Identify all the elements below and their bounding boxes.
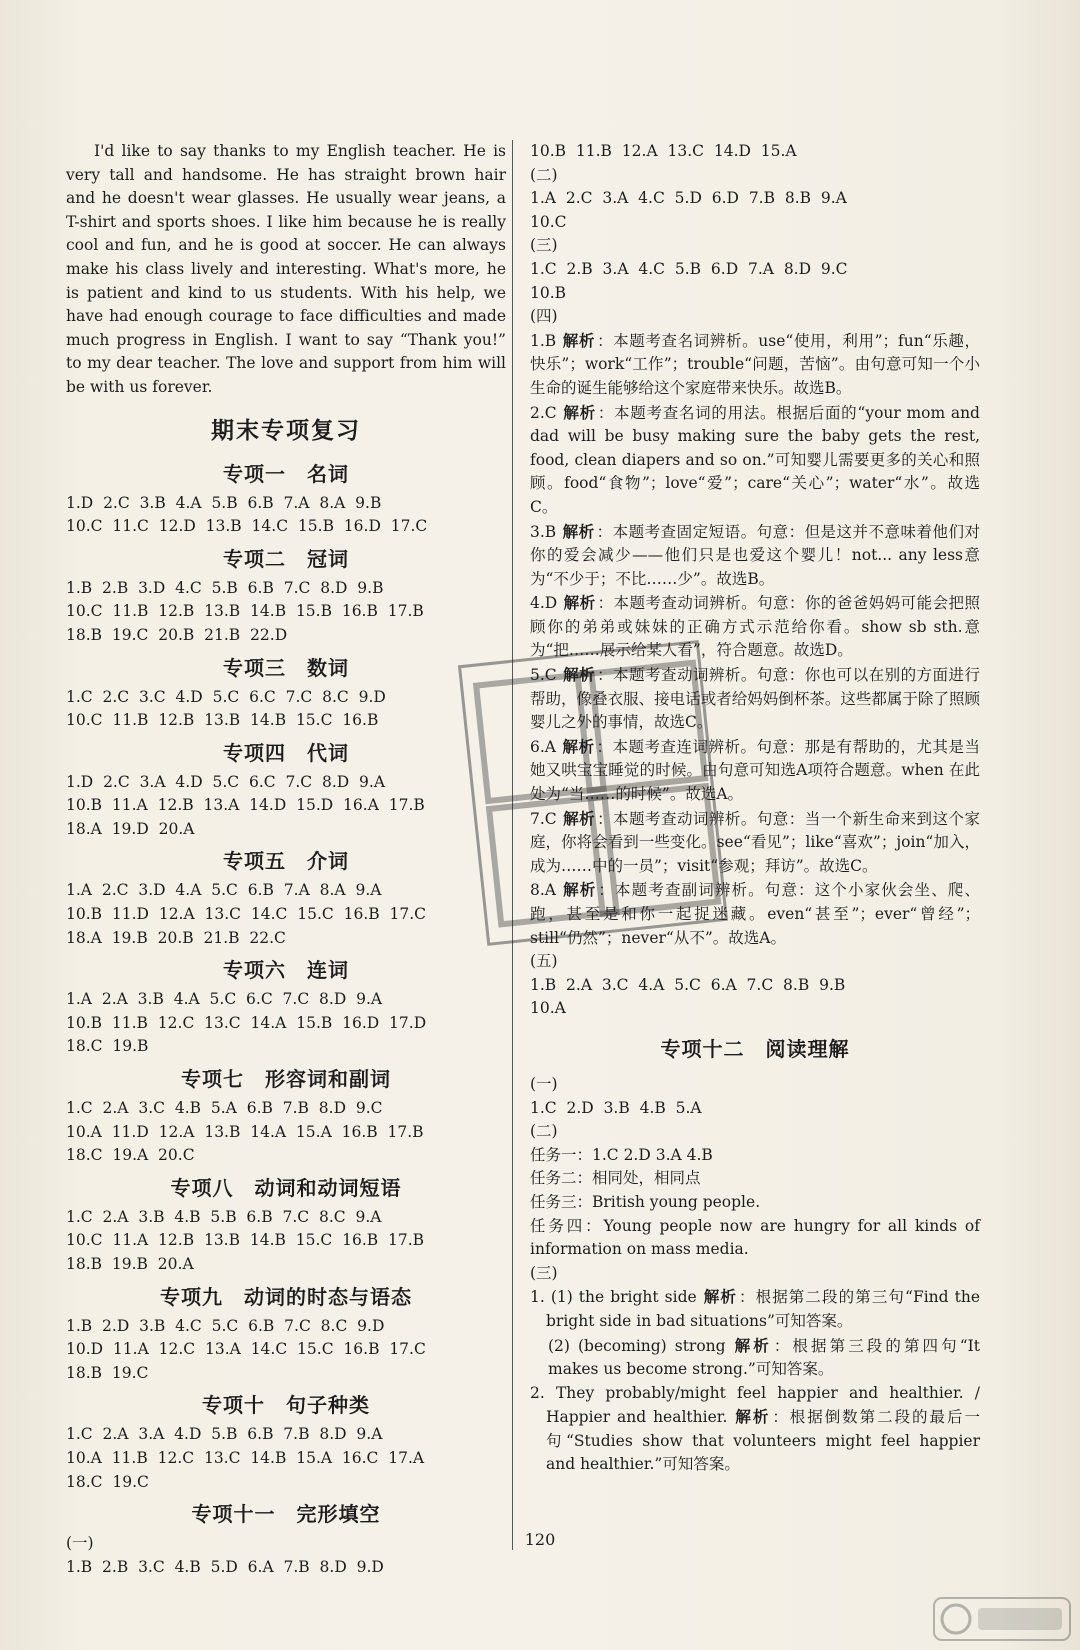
answer-line: 1.B 2.A 3.C 4.A 5.C 6.A 7.C 8.B 9.B xyxy=(530,975,846,994)
reading-answer-item xyxy=(530,1285,980,1333)
analysis-tag: 解析 xyxy=(702,1287,737,1307)
reading-title: 专项十二 阅读理解 xyxy=(660,1036,850,1061)
analysis-tag: 解析 xyxy=(562,808,596,828)
section-title: 专项七 形容词和副词 xyxy=(181,1067,391,1092)
analysis-item xyxy=(530,663,980,735)
answer-label: (2) (becoming) strong xyxy=(548,1336,726,1355)
answer-line: 1.C 2.A 3.B 4.B 5.B 6.B 7.C 8.C 9.A xyxy=(66,1207,382,1226)
analysis-item xyxy=(530,735,980,807)
answer-line: 1.B 2.B 3.C 4.B 5.D 6.A 7.B 8.D 9.D xyxy=(66,1557,384,1576)
task-item: 任务二：相同处，相同点 xyxy=(530,1169,701,1188)
section-title: 专项八 动词和动词短语 xyxy=(170,1175,402,1200)
analysis-text: ：本题考查名词辨析。use“使用，利用”；fun“乐趣，快乐”；work“工作”；trouble“问题，苦恼”。由句意可知一个小生命的诞生能够给这个家庭带来快乐。故选B。 xyxy=(530,331,980,397)
left-column xyxy=(66,140,506,1579)
section-title: 专项九 动词的时态与语态 xyxy=(160,1284,412,1309)
answer-line: 10.A xyxy=(530,999,566,1018)
answer-line: 18.A 19.B 20.B 21.B 22.C xyxy=(66,928,286,947)
analysis-item xyxy=(530,878,980,950)
answer-line: (一) xyxy=(530,1074,558,1093)
answer-line: 10.A 11.D 12.A 13.B 14.A 15.A 16.B 17.B xyxy=(66,1122,424,1141)
main-title: 期末专项复习 xyxy=(211,416,361,444)
analysis-item xyxy=(530,401,980,520)
analysis-text: ：本题考查副词辨析。句意：这个小家伙会坐、爬、跑，甚至是和你一起捉迷藏。even“甚至”；ever“曾经”；still“仍然”；never“从不”。故选A。 xyxy=(530,881,980,947)
section-title: 专项十 句子种类 xyxy=(202,1393,370,1418)
answer-line: 18.B 19.B 20.A xyxy=(66,1255,194,1273)
answer-line: 10.C 11.B 12.B 13.B 14.B 15.C 16.B xyxy=(66,711,379,730)
right-column xyxy=(530,140,980,1477)
answer-line: (二) xyxy=(530,1122,558,1141)
analysis-text: ：本题考查固定短语。句意：但是这并不意味着他们对你的爱会减少——他们只是也爱这个婴儿！not... any less意为“不少于；不比……少”。故选B。 xyxy=(530,522,980,588)
answer-label: 6.A xyxy=(530,737,556,756)
answer-line: (四) xyxy=(530,307,558,326)
answer-line: 1.C 2.A 3.A 4.D 5.B 6.B 7.B 8.D 9.A xyxy=(66,1425,383,1444)
section-five-answers xyxy=(530,950,980,1021)
analysis-list xyxy=(530,329,980,950)
analysis-text: ：本题考查动词辨析。句意：你也可以在别的方面进行帮助，像叠衣服、接电话或者给妈妈倒杯茶。这些都属于除了照顾婴儿之外的事情，故选C。 xyxy=(530,666,980,732)
analysis-text: ：本题考查连词辨析。句意：那是有帮助的，尤其是当她又哄宝宝睡觉的时候。由句意可知选A项符合题意。when 在此处为“当……的时候”。故选A。 xyxy=(530,737,980,804)
answer-line: 1.C 2.B 3.A 4.C 5.B 6.D 7.A 8.D 9.C xyxy=(530,259,848,278)
reading-part-three-answers xyxy=(530,1285,980,1477)
answer-line: 18.B 19.C 20.B 21.B 22.D xyxy=(66,625,288,644)
answer-line: 1.A 2.A 3.B 4.A 5.C 6.C 7.C 8.D 9.A xyxy=(66,990,383,1009)
answer-line: 10.C 11.A 12.B 13.B 14.B 15.C 16.B 17.B xyxy=(66,1231,425,1250)
analysis-tag: 解析 xyxy=(562,330,596,350)
right-top-answers xyxy=(530,140,980,329)
site-logo-icon xyxy=(932,1594,1072,1644)
task-item: 任务四：Young people now are hungry for all kinds of information on mass media. xyxy=(530,1216,980,1259)
analysis-tag: 解析 xyxy=(562,665,596,685)
answer-line: 1.D 2.C 3.A 4.D 5.C 6.C 7.C 8.D 9.A xyxy=(66,772,386,791)
answer-label: 8.A xyxy=(530,881,556,900)
answer-line: (三) xyxy=(530,236,558,255)
answer-label: 1. (1) the bright side xyxy=(530,1288,697,1307)
answer-label: 4.D xyxy=(530,594,558,613)
section-title: 专项三 数词 xyxy=(223,655,349,680)
reading-part-three-label: (三) xyxy=(530,1263,558,1282)
answer-line: (五) xyxy=(530,952,558,971)
answer-line: 10.D 11.A 12.C 13.A 14.C 15.C 16.B 17.C xyxy=(66,1340,426,1359)
answer-line: 1.D 2.C 3.B 4.A 5.B 6.B 7.A 8.A 9.B xyxy=(66,493,382,512)
analysis-text: ：本题考查名词的用法。根据后面的“your mom and dad will be busy making sure the baby gets the rest, food, clean diapers and so on.”可知婴儿需要更多的关心和照顾。food“食物”；love“爱”；care“关心”；water“水”。故选C。 xyxy=(530,403,980,516)
answer-line: 10.B 11.D 12.A 13.C 14.C 15.C 16.B 17.C xyxy=(66,905,427,924)
answer-line: 1.A 2.C 3.D 4.A 5.C 6.B 7.A 8.A 9.A xyxy=(66,881,382,900)
analysis-tag: 解析 xyxy=(733,1407,771,1427)
reading-answer-item xyxy=(530,1382,980,1477)
left-sections xyxy=(66,460,506,1580)
column-divider xyxy=(512,140,513,1550)
answer-line: 1.C 2.C 3.C 4.D 5.C 6.C 7.C 8.C 9.D xyxy=(66,687,386,706)
answer-line: 18.C 19.C xyxy=(66,1472,149,1491)
answer-line: (二) xyxy=(530,165,558,184)
section-title: 专项四 代词 xyxy=(223,740,349,765)
task-item: 任务三：British young people. xyxy=(530,1192,761,1211)
answer-line: 1.B 2.D 3.B 4.C 5.C 6.B 7.C 8.C 9.D xyxy=(66,1316,385,1335)
analysis-tag: 解析 xyxy=(731,1335,772,1355)
answer-line: 10.B 11.B 12.A 13.C 14.D 15.A xyxy=(530,142,797,160)
reading-answers xyxy=(530,1073,980,1144)
answer-line: 1.C 2.A 3.C 4.B 5.A 6.B 7.B 8.D 9.C xyxy=(66,1099,383,1118)
answer-line: 1.A 2.C 3.A 4.C 5.D 6.D 7.B 8.B 9.A xyxy=(530,189,847,208)
answer-label: 7.C xyxy=(530,809,557,828)
answer-line: 10.B xyxy=(530,283,567,302)
answer-label: 5.C xyxy=(530,666,557,685)
analysis-item xyxy=(530,329,980,401)
section-title: 专项十一 完形填空 xyxy=(191,1502,381,1527)
answer-line: 10.C 11.B 12.B 13.B 14.B 15.B 16.B 17.B xyxy=(66,602,424,621)
answer-line: 18.B 19.C xyxy=(66,1363,149,1382)
analysis-item xyxy=(530,520,980,592)
section-title: 专项一 名词 xyxy=(223,461,349,486)
analysis-text: ：根据第二段的第三句“Find the bright side in bad situations”可知答案。 xyxy=(546,1288,980,1330)
analysis-tag: 解析 xyxy=(563,593,596,613)
analysis-text: ：本题考查动词辨析。句意：你的爸爸妈妈可能会把照顾你的弟弟或妹妹的正确方式示范给你看。show sb sth.意为“把……展示给某人看”，符合题意。故选D。 xyxy=(530,594,980,660)
section-title: 专项六 连词 xyxy=(223,958,349,983)
reading-answer-item xyxy=(530,1334,980,1382)
answer-line: 18.C 19.A 20.C xyxy=(66,1146,195,1165)
answer-line: 10.A 11.B 12.C 13.C 14.B 15.A 16.C 17.A xyxy=(66,1448,425,1467)
answer-line: 10.C 11.C 12.D 13.B 14.C 15.B 16.D 17.C xyxy=(66,517,428,536)
analysis-text: ：本题考查动词辨析。句意：当一个新生命来到这个家庭，你将会看到一些变化。see“看见”；like“喜欢”；join“加入，成为……中的一员”；visit“参观；拜访”。故选C。 xyxy=(530,809,980,875)
answer-line: 10.C xyxy=(530,212,567,231)
page-number: 120 xyxy=(524,1530,556,1549)
analysis-tag: 解析 xyxy=(561,736,595,756)
analysis-tag: 解析 xyxy=(561,880,597,900)
answer-line: 1.B 2.B 3.D 4.C 5.B 6.B 7.C 8.D 9.B xyxy=(66,578,384,597)
answer-line: 10.B 11.B 12.C 13.C 14.A 15.B 16.D 17.D xyxy=(66,1013,427,1032)
analysis-item xyxy=(530,591,980,663)
answer-label: 1.B xyxy=(530,331,557,350)
answer-label: 3.B xyxy=(530,522,557,541)
analysis-text: ：根据第三段的第四句“It makes us become strong.”可知答案。 xyxy=(548,1336,980,1379)
answer-line: (一) xyxy=(66,1534,94,1553)
answer-line: 1.C 2.D 3.B 4.B 5.A xyxy=(530,1098,702,1117)
task-list xyxy=(530,1144,980,1262)
section-title: 专项五 介词 xyxy=(223,849,349,874)
analysis-tag: 解析 xyxy=(562,402,596,422)
task-item: 任务一：1.C 2.D 3.A 4.B xyxy=(530,1145,713,1164)
answer-label: 2. They probably/might feel happier and healthier. / Happier and healthier. xyxy=(530,1383,980,1427)
analysis-tag: 解析 xyxy=(562,521,595,541)
analysis-item xyxy=(530,807,980,879)
essay xyxy=(66,140,506,400)
answer-label: 2.C xyxy=(530,403,557,422)
analysis-text: ：根据倒数第二段的最后一句“Studies show that volunteers might feel happier and healthier.”可知答案。 xyxy=(546,1408,980,1474)
answer-line: 10.B 11.A 12.B 13.A 14.D 15.D 16.A 17.B xyxy=(66,796,425,815)
answer-line: 18.C 19.B xyxy=(66,1037,149,1056)
answer-line: 18.A 19.D 20.A xyxy=(66,819,195,838)
section-title: 专项二 冠词 xyxy=(223,546,349,571)
essay-text: I'd like to say thanks to my English teacher. He is very tall and handsome. He has straight brown hair and he doesn't wear glasses. He usually wear jeans, a T-shirt and sports shoes. I like him because he is really cool and fun, and he is good at soccer. He can always make his class lively and interesting. What's more, he is patient and kind to us students. With his help, we have had enough courage to face difficulties and made much progress in English. I want to say “Thank you!” to my dear teacher. The love and support from him will be with us forever. xyxy=(66,142,506,396)
